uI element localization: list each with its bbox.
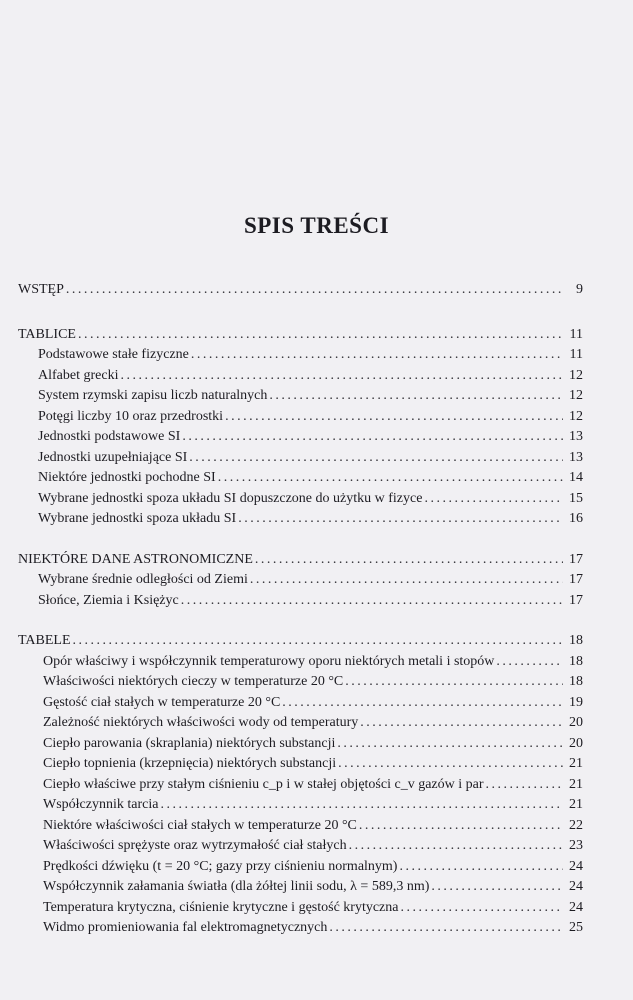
leader-dots — [66, 280, 563, 301]
leader-dots — [182, 427, 563, 448]
toc-page-number: 16 — [569, 511, 583, 526]
leader-dots — [399, 857, 563, 878]
toc-entry-label: Temperatura krytyczna, ciśnienie krytyczne i gęstość krytyczna — [43, 899, 399, 915]
toc-page-number: 13 — [569, 449, 583, 465]
toc-section-tabele — [18, 631, 583, 652]
leader-dots — [160, 795, 563, 816]
toc-section-label: NIEKTÓRE DANE ASTRONOMICZNE — [18, 551, 253, 567]
toc-page-number: 11 — [569, 347, 583, 362]
leader-dots — [250, 570, 563, 591]
toc-entry — [18, 570, 583, 591]
toc-entry — [18, 652, 583, 673]
toc-entry — [18, 754, 583, 775]
toc-page-number: 24 — [569, 858, 583, 874]
toc-section-tablice — [18, 325, 583, 346]
toc-page-number: 14 — [569, 470, 583, 485]
toc-entry-label: Gęstość ciał stałych w temperaturze 20 °C — [43, 694, 281, 710]
toc-page-number: 21 — [569, 756, 583, 771]
toc-entry — [18, 816, 583, 837]
toc-page-number: 20 — [569, 715, 583, 730]
leader-dots — [431, 877, 563, 898]
toc-page-number: 21 — [569, 797, 583, 812]
toc-page-number: 11 — [569, 326, 583, 342]
toc-entry — [18, 345, 583, 366]
toc-page-number: 12 — [569, 408, 583, 424]
toc-entry-label: Wybrane średnie odległości od Ziemi — [38, 572, 248, 587]
leader-dots — [181, 591, 563, 612]
toc-section-label: WSTĘP — [18, 282, 64, 297]
leader-dots — [360, 713, 563, 734]
toc-entry — [18, 836, 583, 857]
leader-dots — [486, 775, 564, 796]
leader-dots — [189, 448, 563, 469]
leader-dots — [269, 386, 563, 407]
leader-dots — [359, 816, 563, 837]
toc-entry-label: Współczynnik tarcia — [43, 797, 159, 812]
toc-entry — [18, 672, 583, 693]
toc-entry — [18, 713, 583, 734]
toc-entry — [18, 386, 583, 407]
leader-dots — [337, 734, 563, 755]
toc-entry-label: Właściwości niektórych cieczy w temperaturze 20 °C — [43, 674, 344, 689]
toc-entry-label: Niektóre właściwości ciał stałych w temperaturze 20 °C — [43, 817, 357, 833]
leader-dots — [496, 652, 563, 673]
toc-page-number: 20 — [569, 735, 583, 751]
toc-entry-label: Zależność niektórych właściwości wody od temperatury — [43, 715, 359, 730]
leader-dots — [73, 631, 563, 652]
toc-entry-label: Podstawowe stałe fizyczne — [38, 347, 189, 362]
toc-page-number: 19 — [569, 694, 583, 710]
toc-entry-label: System rzymski zapisu liczb naturalnych — [38, 388, 268, 403]
toc-page-number: 25 — [569, 920, 583, 935]
toc-entry — [18, 366, 583, 387]
leader-dots — [345, 672, 563, 693]
toc-entry-label: Widmo promieniowania fal elektromagnetycznych — [43, 920, 328, 935]
toc-entry — [18, 775, 583, 796]
toc-entry — [18, 857, 583, 878]
toc-section-astronomia — [18, 550, 583, 571]
page-title: SPIS TREŚCI — [243, 213, 390, 238]
toc-entry — [18, 489, 583, 510]
toc-entry-label: Alfabet grecki — [38, 367, 119, 383]
leader-dots — [349, 836, 563, 857]
toc-page-number: 23 — [569, 838, 583, 853]
toc-entry-label: Wybrane jednostki spoza układu SI — [38, 511, 237, 526]
toc-page-number: 24 — [569, 899, 583, 915]
toc-page-number: 9 — [576, 282, 583, 297]
toc-entry — [18, 734, 583, 755]
leader-dots — [120, 366, 563, 387]
leader-dots — [225, 407, 563, 428]
toc-entry — [18, 448, 583, 469]
toc-section-wstep — [18, 280, 583, 301]
toc-entry — [18, 509, 583, 530]
toc-entry — [18, 591, 583, 612]
toc-entry — [18, 898, 583, 919]
toc-entry-label: Współczynnik załamania światła (dla żółtej linii sodu, λ = 589,3 nm) — [43, 879, 430, 894]
toc-entry-label: Prędkości dźwięku (t = 20 °C; gazy przy ciśnieniu normalnym) — [43, 858, 398, 874]
leader-dots — [338, 754, 563, 775]
toc-entry — [18, 877, 583, 898]
toc-page-number: 24 — [569, 879, 583, 894]
toc-page-number: 15 — [569, 490, 583, 506]
toc-entry-label: Opór właściwy i współczynnik temperaturowy oporu niektórych metali i stopów — [43, 653, 495, 669]
leader-dots — [191, 345, 563, 366]
leader-dots — [282, 693, 563, 714]
leader-dots — [400, 898, 563, 919]
toc-entry-label: Słońce, Ziemia i Księżyc — [38, 592, 179, 608]
leader-dots — [424, 489, 563, 510]
leader-dots — [329, 918, 563, 939]
toc-entry-label: Niektóre jednostki pochodne SI — [38, 470, 216, 485]
leader-dots — [78, 325, 563, 346]
toc-page-number: 17 — [569, 572, 583, 587]
toc-entry — [18, 795, 583, 816]
toc-page-number: 17 — [569, 551, 583, 567]
table-of-contents — [18, 280, 583, 939]
toc-entry-label: Potęgi liczby 10 oraz przedrostki — [38, 408, 224, 424]
toc-page-number: 12 — [569, 367, 583, 383]
toc-entry-label: Ciepło parowania (skraplania) niektórych substancji — [43, 735, 336, 751]
toc-entry-label: Wybrane jednostki spoza układu SI dopuszczone do użytku w fizyce — [38, 490, 423, 506]
toc-section-label: TABLICE — [18, 326, 76, 342]
toc-entry — [18, 468, 583, 489]
toc-entry-label: Jednostki podstawowe SI — [38, 429, 181, 444]
leader-dots — [255, 550, 563, 571]
toc-entry-label: Ciepło topnienia (krzepnięcia) niektórych substancji — [43, 756, 337, 771]
toc-entry-label: Właściwości sprężyste oraz wytrzymałość ciał stałych — [43, 838, 347, 853]
toc-section-label: TABELE — [18, 633, 71, 648]
toc-page-number: 22 — [569, 817, 583, 833]
toc-page-number: 18 — [569, 674, 583, 689]
toc-page-number: 18 — [569, 653, 583, 669]
toc-entry — [18, 427, 583, 448]
toc-page-number: 18 — [569, 633, 583, 648]
toc-page-number: 21 — [569, 776, 583, 792]
toc-entry — [18, 407, 583, 428]
toc-entry-label: Ciepło właściwe przy stałym ciśnieniu c_p i w stałej objętości c_v gazów i par — [43, 776, 484, 792]
toc-page-number: 17 — [569, 592, 583, 608]
toc-page-number: 12 — [569, 388, 583, 403]
toc-page-number: 13 — [569, 429, 583, 444]
toc-entry-label: Jednostki uzupełniające SI — [38, 449, 188, 465]
leader-dots — [238, 509, 563, 530]
toc-entry — [18, 918, 583, 939]
leader-dots — [218, 468, 563, 489]
toc-entry — [18, 693, 583, 714]
